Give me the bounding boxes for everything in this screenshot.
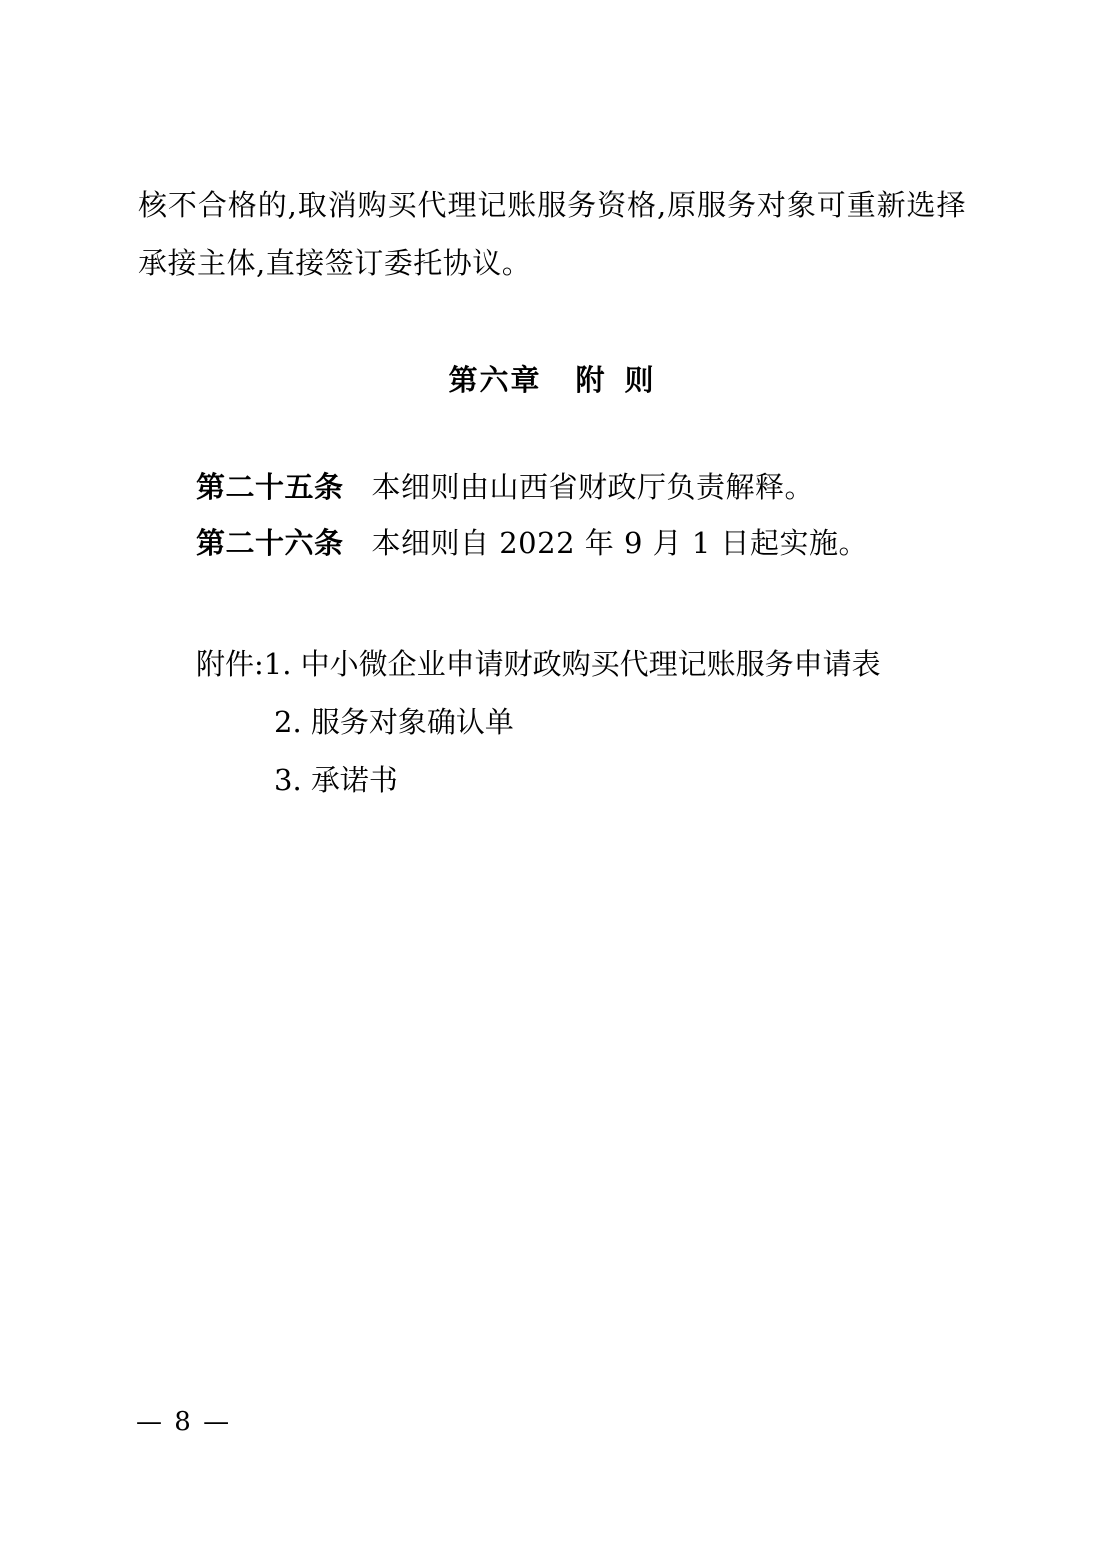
page-number: — 8 — <box>136 1407 232 1437</box>
chapter-number: 第六章 <box>448 363 542 397</box>
chapter-title-char-2: 则 <box>624 363 656 397</box>
attachment-item: 1. 中小微企业申请财政购买代理记账服务申请表 <box>263 647 881 681</box>
body-paragraph: 核不合格的,取消购买代理记账服务资格,原服务对象可重新选择承接主体,直接签订委托协议。 <box>138 188 966 280</box>
attachment-first-line <box>196 635 966 693</box>
article-number: 第二十五条 <box>196 470 344 504</box>
article-list <box>138 459 966 571</box>
article-text: 本细则自 2022 年 9 月 1 日起实施。 <box>371 526 869 560</box>
article-item <box>138 459 966 515</box>
attachment-item: 3. 承诺书 <box>274 763 398 797</box>
chapter-heading <box>138 358 966 399</box>
article-text: 本细则由山西省财政厅负责解释。 <box>371 470 815 504</box>
attachment-label: 附件: <box>196 647 264 681</box>
attachment-item: 2. 服务对象确认单 <box>274 705 514 739</box>
article-item <box>138 515 966 571</box>
article-number: 第二十六条 <box>196 526 344 560</box>
page-content <box>138 176 966 809</box>
attachment-list <box>138 635 966 809</box>
chapter-title-char-1: 附 <box>575 363 607 397</box>
